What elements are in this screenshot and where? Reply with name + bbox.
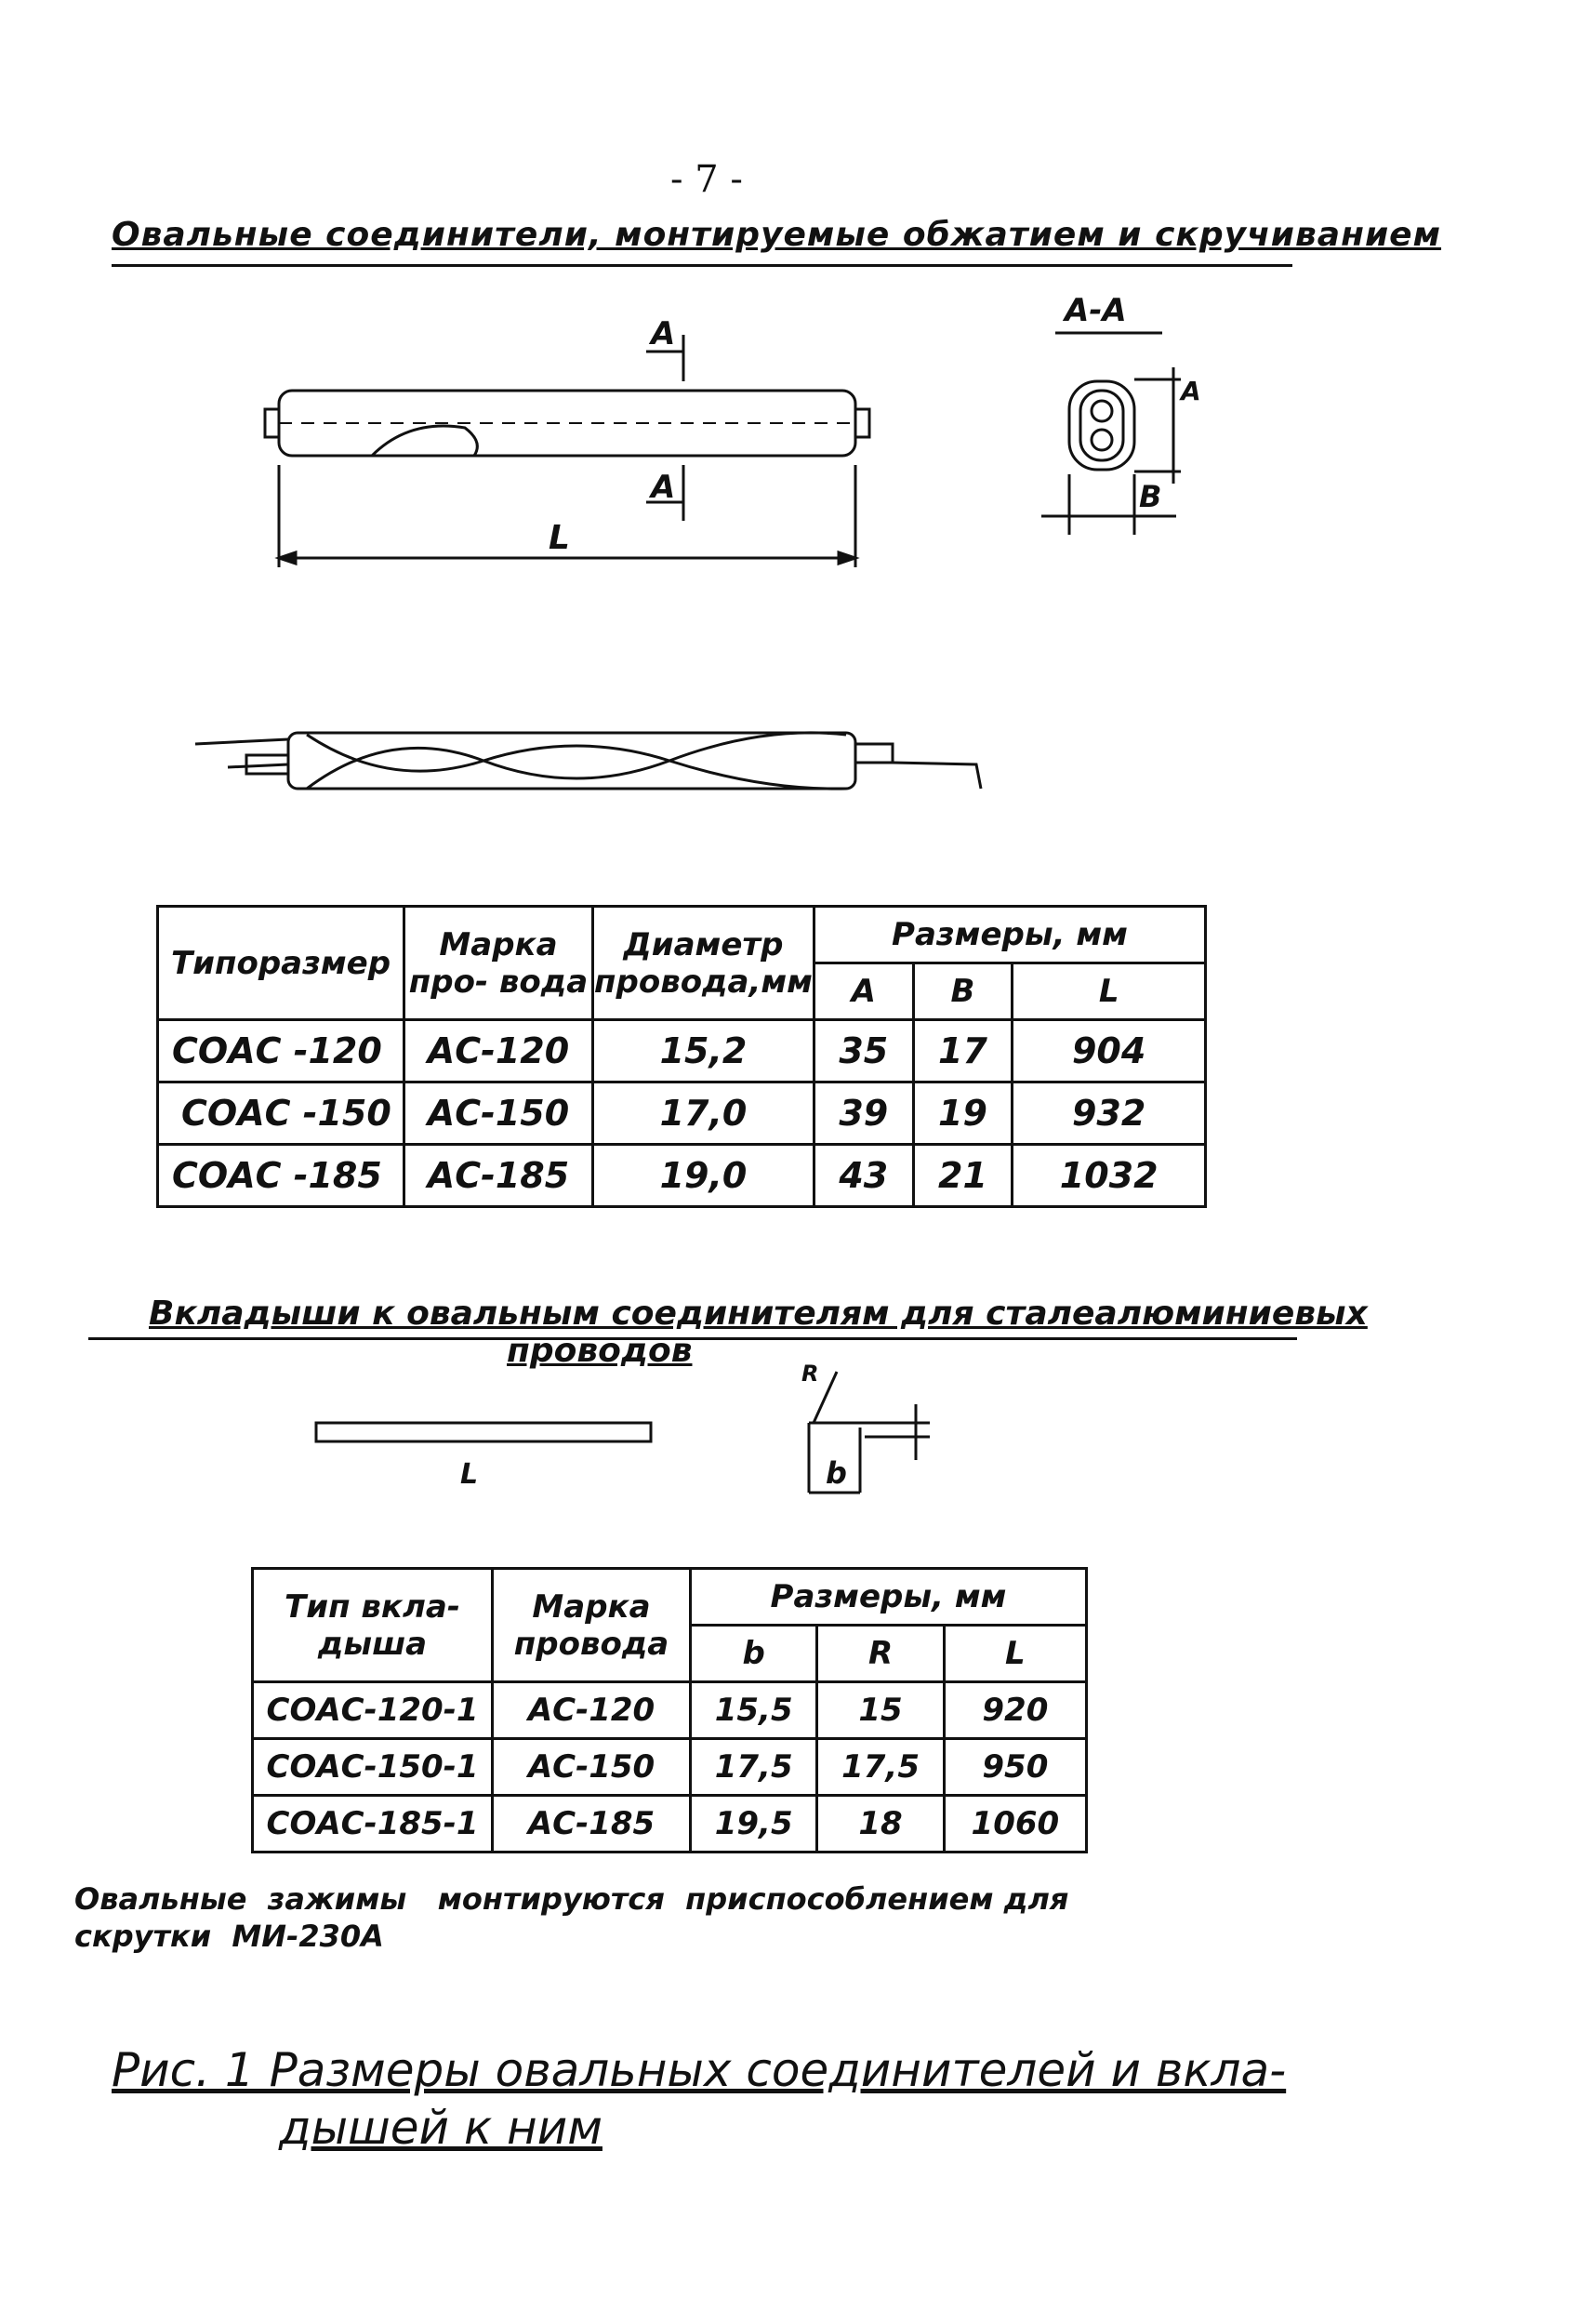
height-dim-label: A bbox=[1181, 376, 1201, 406]
mounting-note: Овальные зажимы монтируются приспособлением для скрутки МИ-230А bbox=[74, 1881, 1069, 1954]
section-aa-title: A-A bbox=[1065, 292, 1127, 329]
cell-wire-brand: АС-150 bbox=[493, 1739, 691, 1796]
section-heading-inserts-line2: проводов bbox=[507, 1332, 693, 1370]
page-number: - 7 - bbox=[670, 158, 743, 201]
cell-r: 17,5 bbox=[817, 1739, 944, 1796]
cell-l: 1032 bbox=[1013, 1145, 1206, 1207]
cell-b: 19 bbox=[913, 1082, 1013, 1145]
section-mark-bottom: A bbox=[651, 469, 676, 506]
cell-type: СОАС -185 bbox=[158, 1145, 404, 1207]
cell-l: 920 bbox=[944, 1682, 1086, 1739]
cell-l: 950 bbox=[944, 1739, 1086, 1796]
cell-a: 35 bbox=[814, 1020, 913, 1082]
cell-b: 19,5 bbox=[691, 1796, 817, 1853]
twisted-connector-drawing bbox=[0, 707, 1589, 809]
cell-b: 17,5 bbox=[691, 1739, 817, 1796]
inserts-table bbox=[251, 1567, 1088, 1853]
insert-radius-label: R bbox=[801, 1361, 819, 1387]
col-header-b: b bbox=[691, 1626, 817, 1682]
cell-type: СОАС-120-1 bbox=[253, 1682, 493, 1739]
cell-a: 39 bbox=[814, 1082, 913, 1145]
insert-length-label: L bbox=[460, 1458, 479, 1491]
cell-l: 904 bbox=[1013, 1020, 1206, 1082]
col-header-type: Типоразмер bbox=[158, 907, 404, 1020]
heading-rule bbox=[112, 264, 1292, 267]
cell-wire-brand: АС-120 bbox=[493, 1682, 691, 1739]
col-header-l: L bbox=[1013, 963, 1206, 1020]
table-row bbox=[253, 1739, 1087, 1796]
connector-side-view-drawing bbox=[0, 279, 1589, 595]
caption-line2: дышей к ним bbox=[279, 2101, 602, 2155]
cell-wire-diameter: 19,0 bbox=[593, 1145, 814, 1207]
col-header-wire-brand: Марка про- вода bbox=[404, 907, 593, 1020]
cell-b: 17 bbox=[913, 1020, 1013, 1082]
cell-wire-brand: АС-185 bbox=[493, 1796, 691, 1853]
col-header-l: L bbox=[944, 1626, 1086, 1682]
col-header-b: B bbox=[913, 963, 1013, 1020]
cell-a: 43 bbox=[814, 1145, 913, 1207]
section-heading-inserts: Вкладыши к овальным соединителям для сталеалюминиевых bbox=[149, 1295, 1368, 1333]
cell-wire-diameter: 17,0 bbox=[593, 1082, 814, 1145]
width-dim-label: B bbox=[1139, 479, 1162, 514]
cell-type: СОАС -120 bbox=[158, 1020, 404, 1082]
col-header-sizes: Размеры, мм bbox=[691, 1569, 1087, 1626]
cell-r: 18 bbox=[817, 1796, 944, 1853]
table-row bbox=[158, 1082, 1206, 1145]
insert-drawing bbox=[0, 1353, 1589, 1511]
col-header-wire-brand: Марка провода bbox=[493, 1569, 691, 1682]
section-heading-connectors: Овальные соединители, монтируемые обжатием и скручиванием bbox=[112, 216, 1442, 254]
cell-b: 21 bbox=[913, 1145, 1013, 1207]
col-header-wire-diameter: Диаметр провода,мм bbox=[593, 907, 814, 1020]
col-header-r: R bbox=[817, 1626, 944, 1682]
cell-wire-brand: АС-120 bbox=[404, 1020, 593, 1082]
cell-wire-brand: АС-185 bbox=[404, 1145, 593, 1207]
table-row bbox=[158, 1020, 1206, 1082]
cell-b: 15,5 bbox=[691, 1682, 817, 1739]
figure-caption bbox=[112, 2041, 1286, 2157]
connectors-table bbox=[156, 905, 1207, 1208]
cell-wire-diameter: 15,2 bbox=[593, 1020, 814, 1082]
cell-r: 15 bbox=[817, 1682, 944, 1739]
cell-type: СОАС -150 bbox=[158, 1082, 404, 1145]
table-row bbox=[253, 1682, 1087, 1739]
length-label: L bbox=[549, 519, 570, 557]
section-mark-top: A bbox=[651, 315, 676, 352]
caption-line1: Рис. 1 Размеры овальных соединителей и вкла- bbox=[112, 2043, 1287, 2097]
insert-width-label: b bbox=[826, 1455, 847, 1491]
table-row bbox=[158, 1145, 1206, 1207]
col-header-type: Тип вкла- дыша bbox=[253, 1569, 493, 1682]
cell-wire-brand: АС-150 bbox=[404, 1082, 593, 1145]
cell-l: 932 bbox=[1013, 1082, 1206, 1145]
cell-type: СОАС-150-1 bbox=[253, 1739, 493, 1796]
heading-rule-2 bbox=[88, 1337, 1297, 1340]
col-header-a: A bbox=[814, 963, 913, 1020]
table-row bbox=[253, 1796, 1087, 1853]
cell-l: 1060 bbox=[944, 1796, 1086, 1853]
col-header-sizes: Размеры, мм bbox=[814, 907, 1205, 963]
cell-type: СОАС-185-1 bbox=[253, 1796, 493, 1853]
